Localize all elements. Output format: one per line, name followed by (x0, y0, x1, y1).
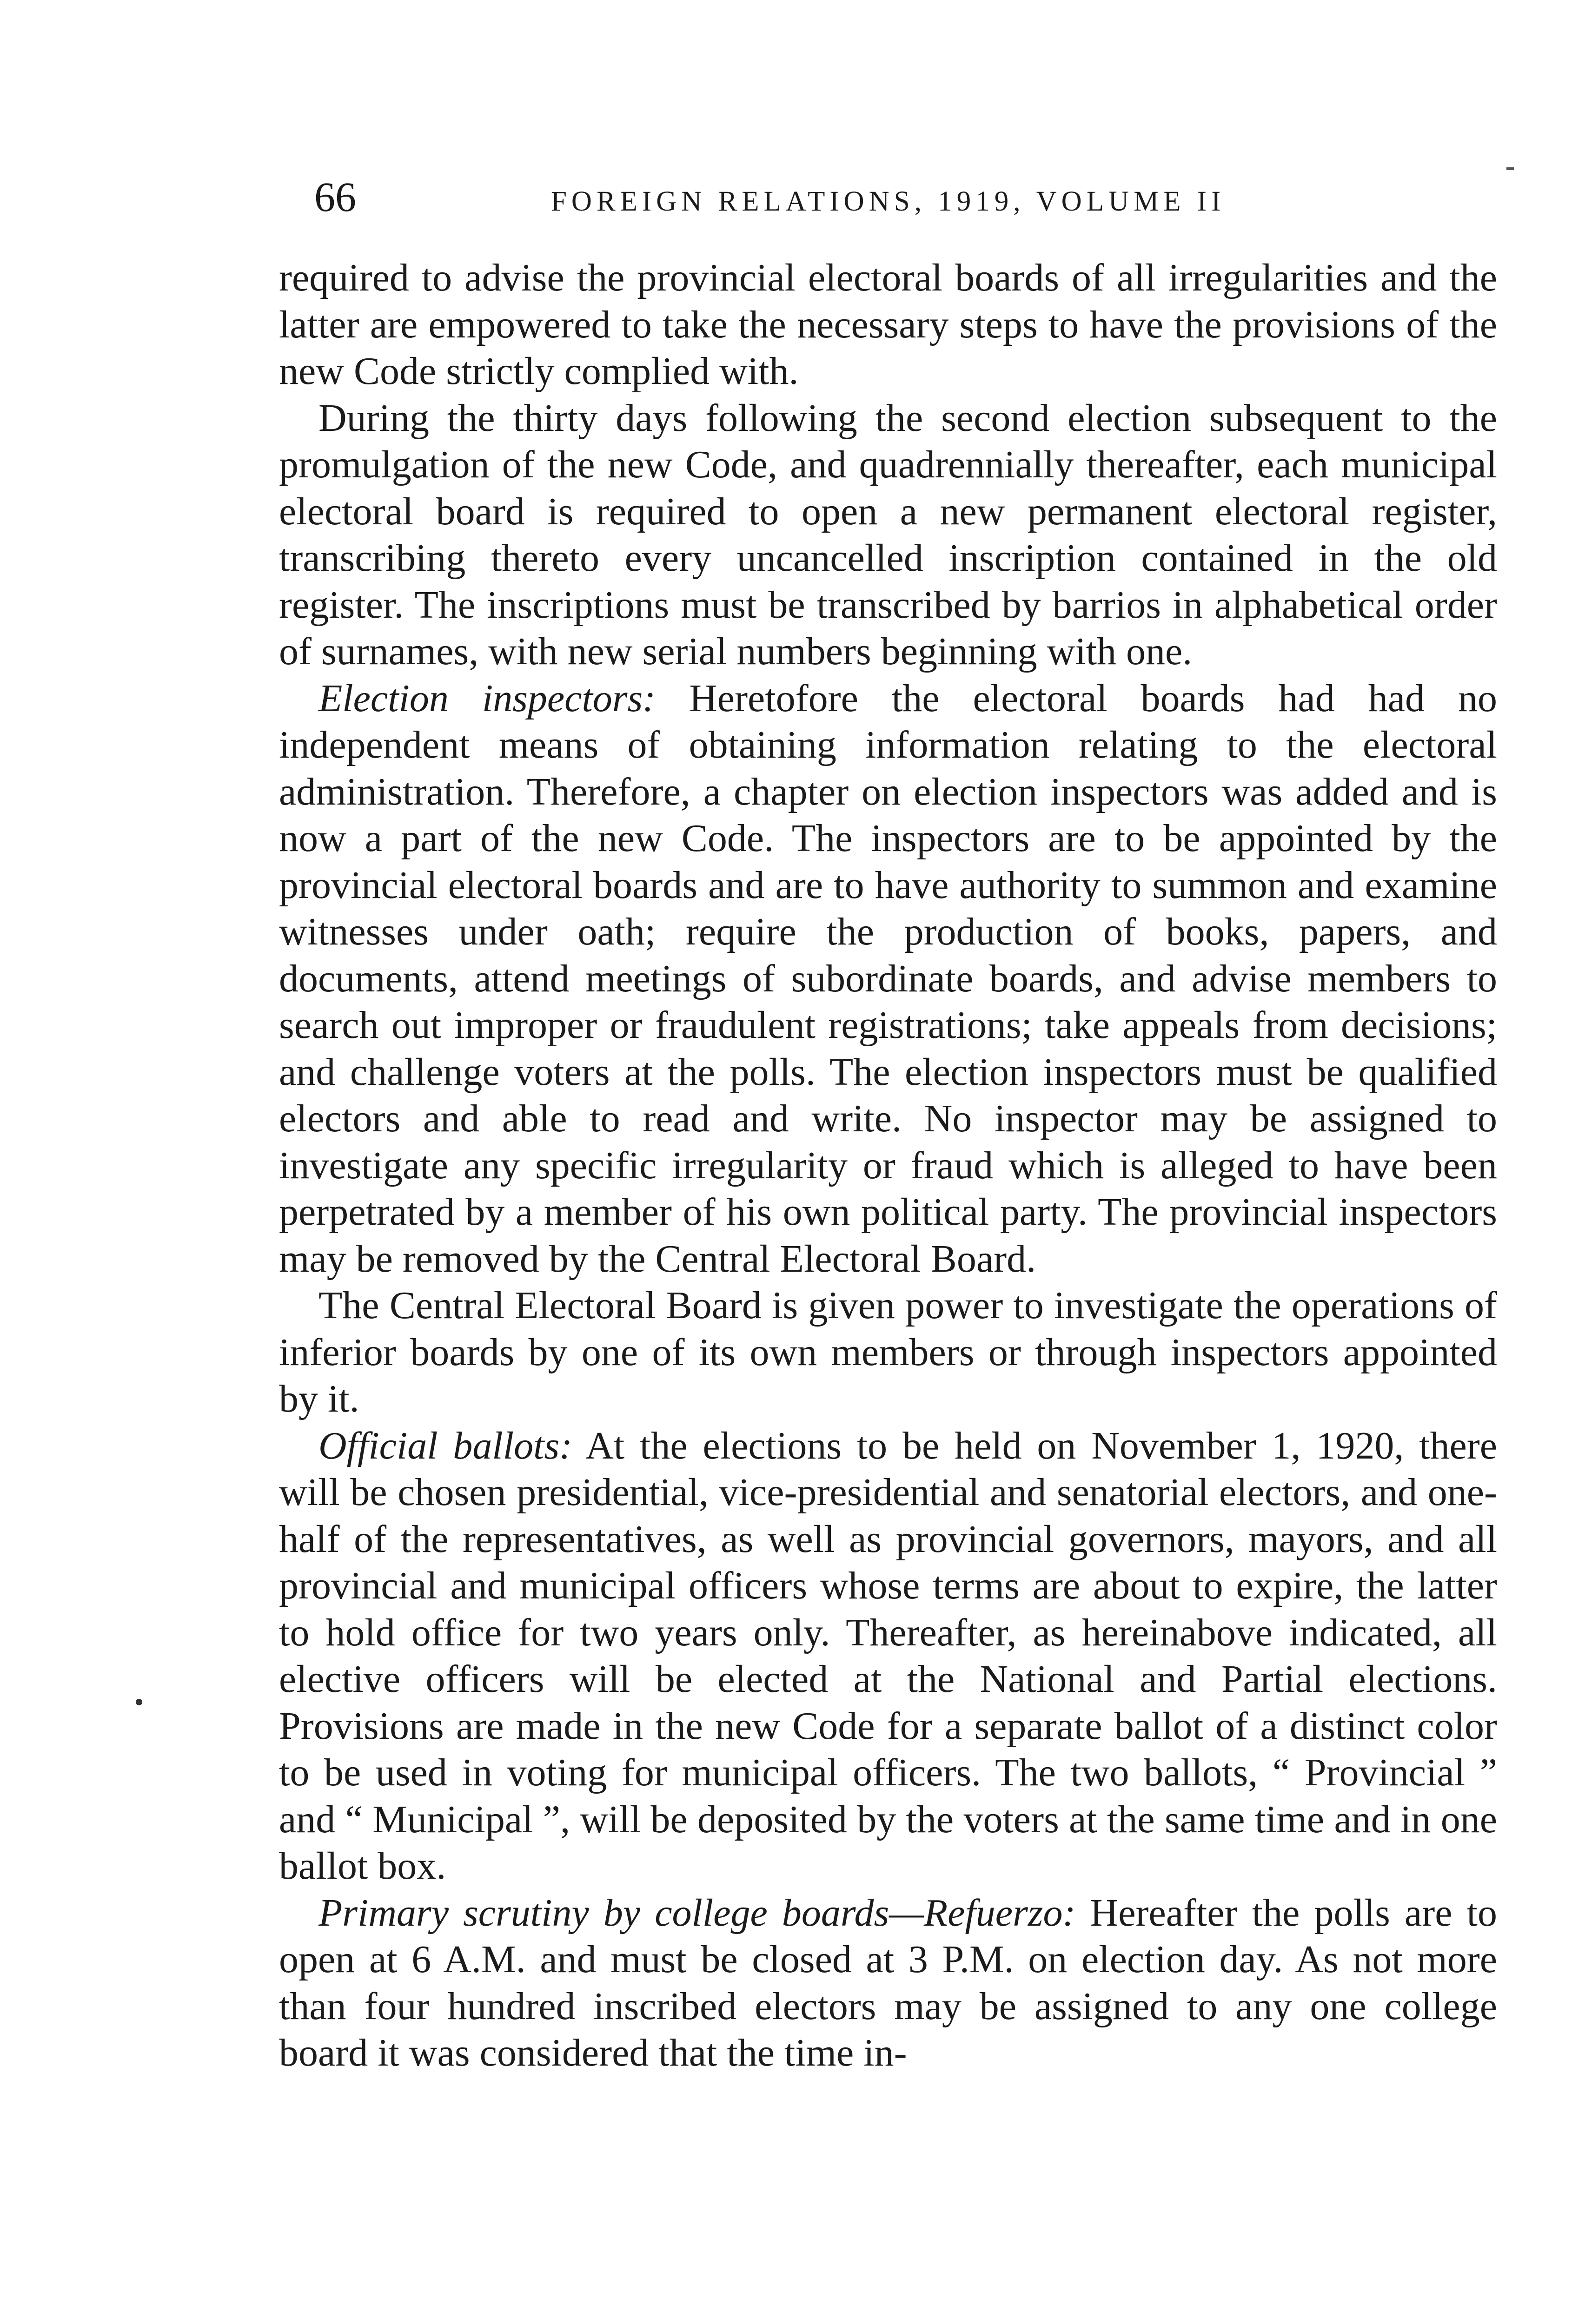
page-number: 66 (314, 174, 356, 220)
paragraph (279, 255, 1497, 395)
margin-mark (1506, 167, 1514, 170)
paragraph (279, 675, 1497, 1283)
paragraph-text: required to advise the provincial electoral boards of all irregularities and the latter are empowered to take the necessary steps to have the provisions of the new Code strictly complied with. (279, 256, 1497, 393)
paragraph (279, 1282, 1497, 1423)
paragraph-heading: Primary scrutiny by college boards—Refuerzo: (318, 1891, 1076, 1934)
running-head: FOREIGN RELATIONS, 1919, VOLUME II (551, 186, 1226, 217)
paragraph-heading: Official ballots: (318, 1424, 573, 1467)
paragraph-text: The Central Electoral Board is given power to investigate the operations of inferior boards by one of its own members or through inspectors appointed by it. (279, 1284, 1497, 1420)
paragraph-heading: Election inspectors: (318, 676, 656, 720)
paragraph-text: Hereafter the polls are to open at 6 A.M. and must be closed at 3 P.M. on election day. As not more than four hundred inscribed electors may be assigned to any one college board it was considered that the time in- (279, 1891, 1497, 2074)
paragraph (279, 395, 1497, 675)
paragraph-text: Heretofore the electoral boards had had no independent means of obtaining information relating to the electoral administration. Therefore, a chapter on election inspectors was added and is now a part of the new Code. The inspectors are to be appointed by the provincial electoral boards and are to have authority to summon and examine witnesses under oath; require the production of books, papers, and documents, attend meetings of subordinate boards, and advise members to search out improper or fraudulent registrations; take appeals from decisions; and challenge voters at the polls. The election inspectors must be qualified electors and able to read and write. No inspector may be assigned to investigate any specific irregularity or fraud which is alleged to have been perpetrated by a member of his own political party. The provincial inspectors may be removed by the Central Electoral Board. (279, 676, 1497, 1281)
paragraph (279, 1423, 1497, 1890)
margin-dot (136, 1699, 142, 1705)
paragraph-text: During the thirty days following the second election subsequent to the promulgation of the new Code, and quadrennially thereafter, each municipal electoral board is required to open a new permanent electoral register, transcribing thereto every uncancelled inscription contained in the old register. The inscriptions must be transcribed by barrios in alphabetical order of surnames, with new serial numbers beginning with one. (279, 396, 1497, 673)
paragraph-text: At the elections to be held on November 1, 1920, there will be chosen presidential, vice-presidential and senatorial electors, and one-half of the representatives, as well as provincial governors, mayors, and all provincial and municipal officers whose terms are about to expire, the latter to hold office for two years only. Thereafter, as hereinabove indicated, all elective officers will be elected at the National and Partial elections. Provisions are made in the new Code for a separate ballot of a distinct color to be used in voting for municipal officers. The two ballots, “ Provincial ” and “ Municipal ”, will be deposited by the voters at the same time and in one ballot box. (279, 1424, 1498, 1888)
paragraph (279, 1890, 1497, 2077)
body-text (279, 255, 1497, 2077)
